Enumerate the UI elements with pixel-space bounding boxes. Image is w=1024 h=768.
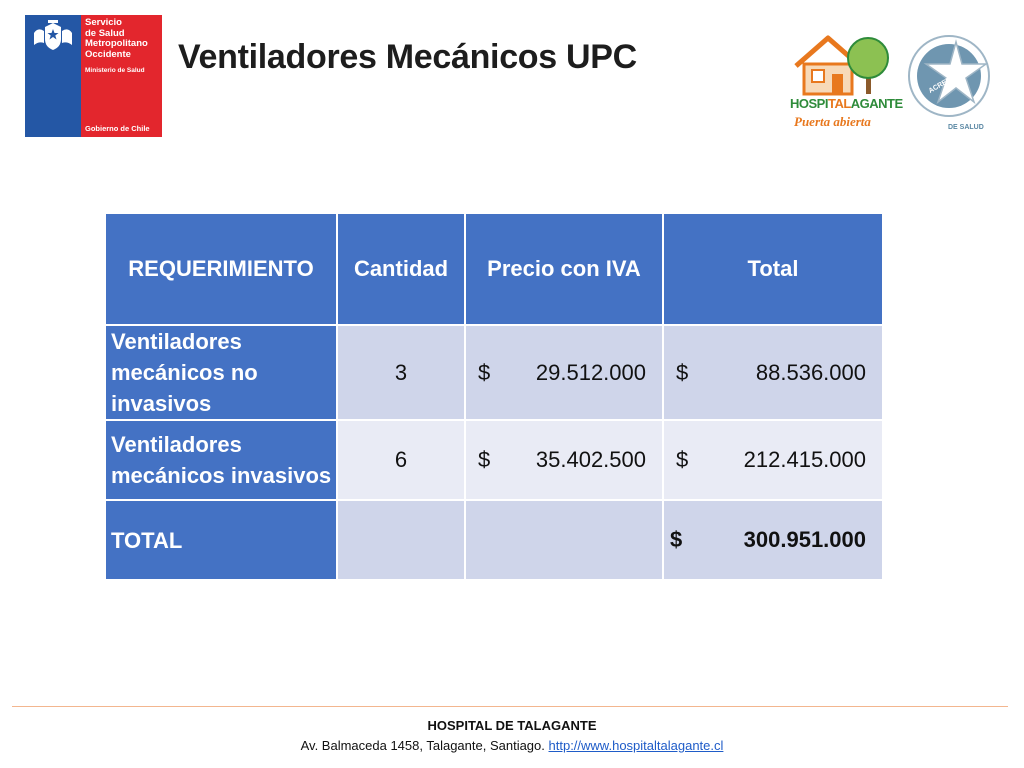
gov-logo-org: [85, 18, 161, 60]
row-price: [465, 325, 663, 420]
grand-total-value: 300.951.000: [743, 527, 866, 552]
currency-symbol: $: [676, 447, 689, 472]
currency-symbol: $: [478, 359, 491, 385]
total-value: 212.415.000: [743, 447, 866, 472]
row-total: [663, 325, 883, 420]
hospital-logo-name: [790, 96, 903, 111]
requirements-table: [104, 212, 884, 581]
page-title: Ventiladores Mecánicos UPC: [178, 38, 637, 76]
gov-logo-line: de Salud: [85, 27, 125, 39]
gov-logo-line: Metropolitano: [85, 38, 148, 49]
footer-divider: [12, 706, 1008, 707]
header-cantidad: Cantidad: [337, 213, 465, 325]
hospital-logo-tagline: Puerta abierta: [794, 114, 871, 129]
table-row: [105, 420, 883, 500]
gov-logo-ministry: Ministerio de Salud: [85, 67, 145, 74]
price-value: 29.512.000: [535, 359, 646, 385]
row-quantity: 3: [337, 325, 465, 420]
total-empty-cell: [337, 500, 465, 580]
footer-address: Av. Balmaceda 1458, Talagante, Santiago.: [300, 738, 545, 753]
footer-website-link[interactable]: http://www.hospitaltalagante.cl: [548, 738, 724, 753]
currency-symbol: $: [676, 359, 689, 385]
row-total: [663, 420, 883, 500]
gov-logo-red-panel: [81, 15, 162, 137]
gov-logo-blue-panel: [25, 15, 81, 137]
gov-logo-line: Occidente: [85, 48, 131, 60]
row-quantity: 6: [337, 420, 465, 500]
row-item-label: Ventiladores mecánicos no invasivos: [105, 325, 337, 420]
accreditation-seal-label: ACREDITADO: [927, 65, 972, 95]
accreditation-seal-footer: DE SALUD: [948, 124, 984, 131]
hospital-logo: [788, 32, 903, 140]
hospital-logo-name-part: AGANTE: [850, 96, 903, 111]
total-value: 88.536.000: [755, 359, 866, 385]
footer: [0, 716, 1024, 756]
hospital-logo-name-part: TAL: [827, 96, 851, 111]
gov-logo-government: Gobierno de Chile: [85, 124, 150, 133]
accreditation-star-icon: [904, 34, 994, 124]
row-item-label: Ventiladores mecánicos invasivos: [105, 420, 337, 500]
row-price: [465, 420, 663, 500]
gov-logo: [25, 15, 162, 137]
header-requerimiento: REQUERIMIENTO: [105, 213, 337, 325]
table-header-row: [105, 213, 883, 325]
currency-symbol: $: [478, 447, 491, 472]
footer-hospital-name: HOSPITAL DE TALAGANTE: [427, 718, 597, 733]
hospital-logo-name-part: HOSPI: [790, 96, 828, 111]
table-row: [105, 325, 883, 420]
header-total: Total: [663, 213, 883, 325]
header-precio: Precio con IVA: [465, 213, 663, 325]
footer-address-line: [0, 736, 1024, 756]
grand-total: [663, 500, 883, 580]
gov-logo-line: Servicio: [85, 17, 122, 28]
total-empty-cell: [465, 500, 663, 580]
total-label: TOTAL: [105, 500, 337, 580]
house-tree-icon: [788, 32, 898, 98]
currency-symbol: $: [670, 527, 683, 552]
coat-of-arms-icon: [30, 19, 76, 53]
table-total-row: [105, 500, 883, 580]
price-value: 35.402.500: [535, 447, 646, 472]
accreditation-seal: [904, 34, 994, 134]
